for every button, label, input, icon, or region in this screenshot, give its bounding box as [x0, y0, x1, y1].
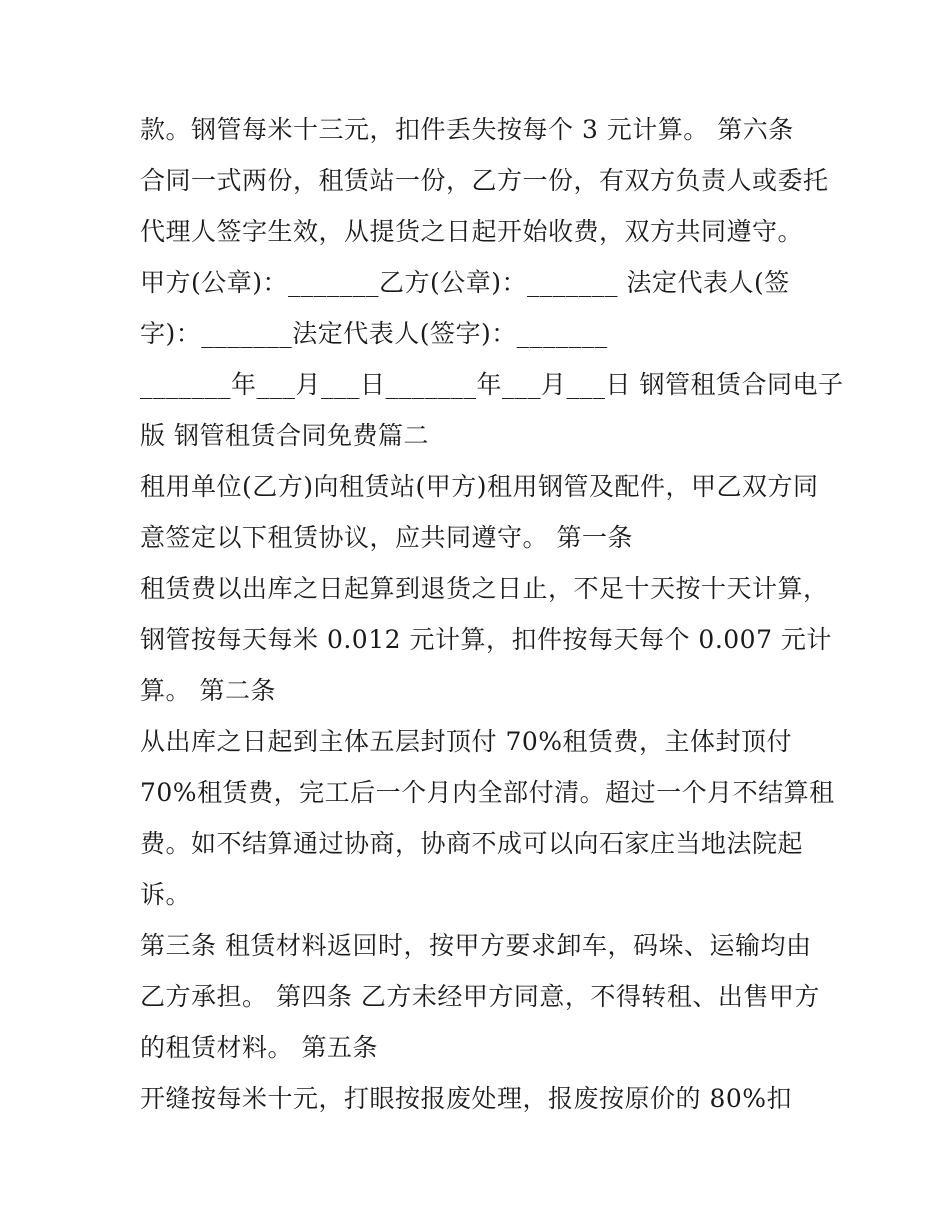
text-line: 租用单位(乙方)向租赁站(甲方)租用钢管及配件，甲乙双方同 [140, 472, 819, 501]
text-line: 诉。 [140, 880, 192, 909]
text-line: 版 钢管租赁合同免费篇二 [140, 421, 429, 450]
text-line: 的租赁材料。 第五条 [140, 1033, 378, 1062]
text-line: 70%租赁费，完工后一个月内全部付清。超过一个月不结算租 [140, 778, 835, 807]
text-line: 从出库之日起到主体五层封顶付 70%租赁费，主体封顶付 [140, 727, 793, 756]
text-line: 甲方(公章)：_______乙方(公章)：_______ 法定代表人(签 [140, 268, 790, 297]
text-line: _______年___月___日_______年___月___日 钢管租赁合同电子 [140, 370, 844, 399]
text-line: 字)：_______法定代表人(签字)：_______ [140, 319, 608, 348]
text-line: 款。钢管每米十三元，扣件丢失按每个 3 元计算。 第六条 [140, 115, 794, 144]
text-line: 第三条 租赁材料返回时，按甲方要求卸车，码垛、运输均由 [140, 931, 812, 960]
text-line: 租赁费以出库之日起算到退货之日止，不足十天按十天计算， [140, 574, 829, 603]
text-line: 费。如不结算通过协商，协商不成可以向石家庄当地法院起 [140, 829, 804, 858]
text-line: 算。 第二条 [140, 676, 276, 705]
text-line: 意签定以下租赁协议，应共同遵守。 第一条 [140, 523, 633, 552]
text-line: 乙方承担。 第四条 乙方未经甲方同意，不得转租、出售甲方 [140, 982, 820, 1011]
text-line: 代理人签字生效，从提货之日起开始收费，双方共同遵守。 [140, 217, 804, 246]
text-line: 开缝按每米十元，打眼按报废处理，报废按原价的 80%扣 [140, 1084, 793, 1113]
text-line: 钢管按每天每米 0.012 元计算，扣件按每天每个 0.007 元计 [140, 625, 832, 654]
document-body [140, 104, 844, 1124]
text-line: 合同一式两份，租赁站一份，乙方一份，有双方负责人或委托 [140, 166, 829, 195]
